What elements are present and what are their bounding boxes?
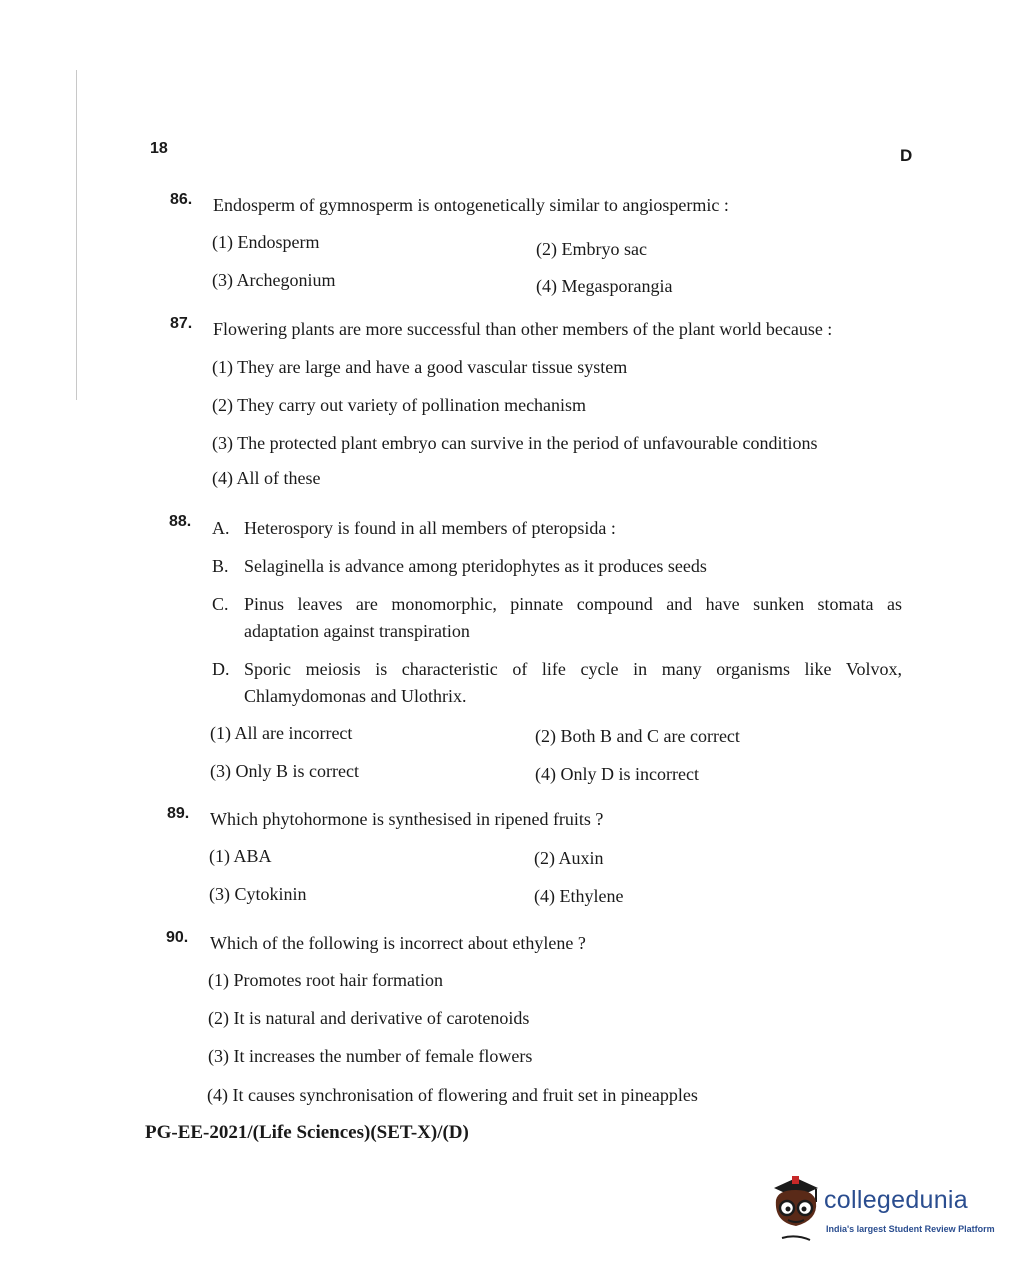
statement-c-line-1: Pinus leaves are monomorphic, pinnate compound and have sunken stomata as xyxy=(244,594,902,614)
question-text: Which of the following is incorrect about ethylene ? xyxy=(210,933,586,953)
option-3: (3) The protected plant embryo can survive in the period of unfavourable conditions xyxy=(212,433,818,453)
brand-name: collegedunia xyxy=(824,1186,968,1214)
statement-a-text: Heterospory is found in all members of pteropsida : xyxy=(244,518,616,538)
set-code: D xyxy=(900,146,913,165)
statement-c-label: C. xyxy=(212,594,229,614)
question-text: Endosperm of gymnosperm is ontogenetically similar to angiospermic : xyxy=(213,195,729,215)
option-3: (3) It increases the number of female flowers xyxy=(208,1046,533,1066)
option-2: (2) It is natural and derivative of carotenoids xyxy=(208,1008,530,1028)
option-3: (3) Only B is correct xyxy=(210,761,359,781)
question-number: 89. xyxy=(167,805,190,822)
question-text: Which phytohormone is synthesised in ripened fruits ? xyxy=(210,809,604,829)
mascot-icon xyxy=(766,1176,826,1246)
question-number: 90. xyxy=(166,929,189,946)
option-4: (4) Megasporangia xyxy=(536,276,673,296)
statement-a-label: A. xyxy=(212,518,230,538)
statement-d-line-1: Sporic meiosis is characteristic of life cycle in many organisms like Volvox, xyxy=(244,659,902,679)
statement-c-line-2: adaptation against transpiration xyxy=(244,621,470,641)
option-2: (2) They carry out variety of pollination mechanism xyxy=(212,395,587,415)
option-4: (4) It causes synchronisation of flowering and fruit set in pineapples xyxy=(207,1085,698,1105)
margin-line xyxy=(76,70,77,400)
option-3: (3) Archegonium xyxy=(212,270,336,290)
question-number: 88. xyxy=(169,513,192,530)
option-4: (4) Ethylene xyxy=(534,886,624,906)
option-1: (1) Promotes root hair formation xyxy=(208,970,443,990)
paper-code-footer: PG-EE-2021/(Life Sciences)(SET-X)/(D) xyxy=(145,1122,469,1143)
collegedunia-watermark xyxy=(766,1176,996,1246)
question-number: 86. xyxy=(170,191,193,208)
option-2: (2) Auxin xyxy=(534,848,604,868)
statement-d-label: D. xyxy=(212,659,230,679)
question-text: Flowering plants are more successful than other members of the plant world because : xyxy=(213,319,833,339)
option-3: (3) Cytokinin xyxy=(209,884,307,904)
option-1: (1) They are large and have a good vascular tissue system xyxy=(212,357,628,377)
statement-d-line-2: Chlamydomonas and Ulothrix. xyxy=(244,686,467,706)
option-2: (2) Embryo sac xyxy=(536,239,647,259)
option-1: (1) ABA xyxy=(209,846,272,866)
question-number: 87. xyxy=(170,315,193,332)
brand-tagline: India's largest Student Review Platform xyxy=(826,1224,995,1234)
option-4: (4) Only D is incorrect xyxy=(535,764,699,784)
page-number: 18 xyxy=(150,140,168,157)
statement-b-text: Selaginella is advance among pteridophytes as it produces seeds xyxy=(244,556,707,576)
option-1: (1) Endosperm xyxy=(212,232,320,252)
statement-b-label: B. xyxy=(212,556,229,576)
option-1: (1) All are incorrect xyxy=(210,723,353,743)
option-4: (4) All of these xyxy=(212,468,321,488)
option-2: (2) Both B and C are correct xyxy=(535,726,740,746)
